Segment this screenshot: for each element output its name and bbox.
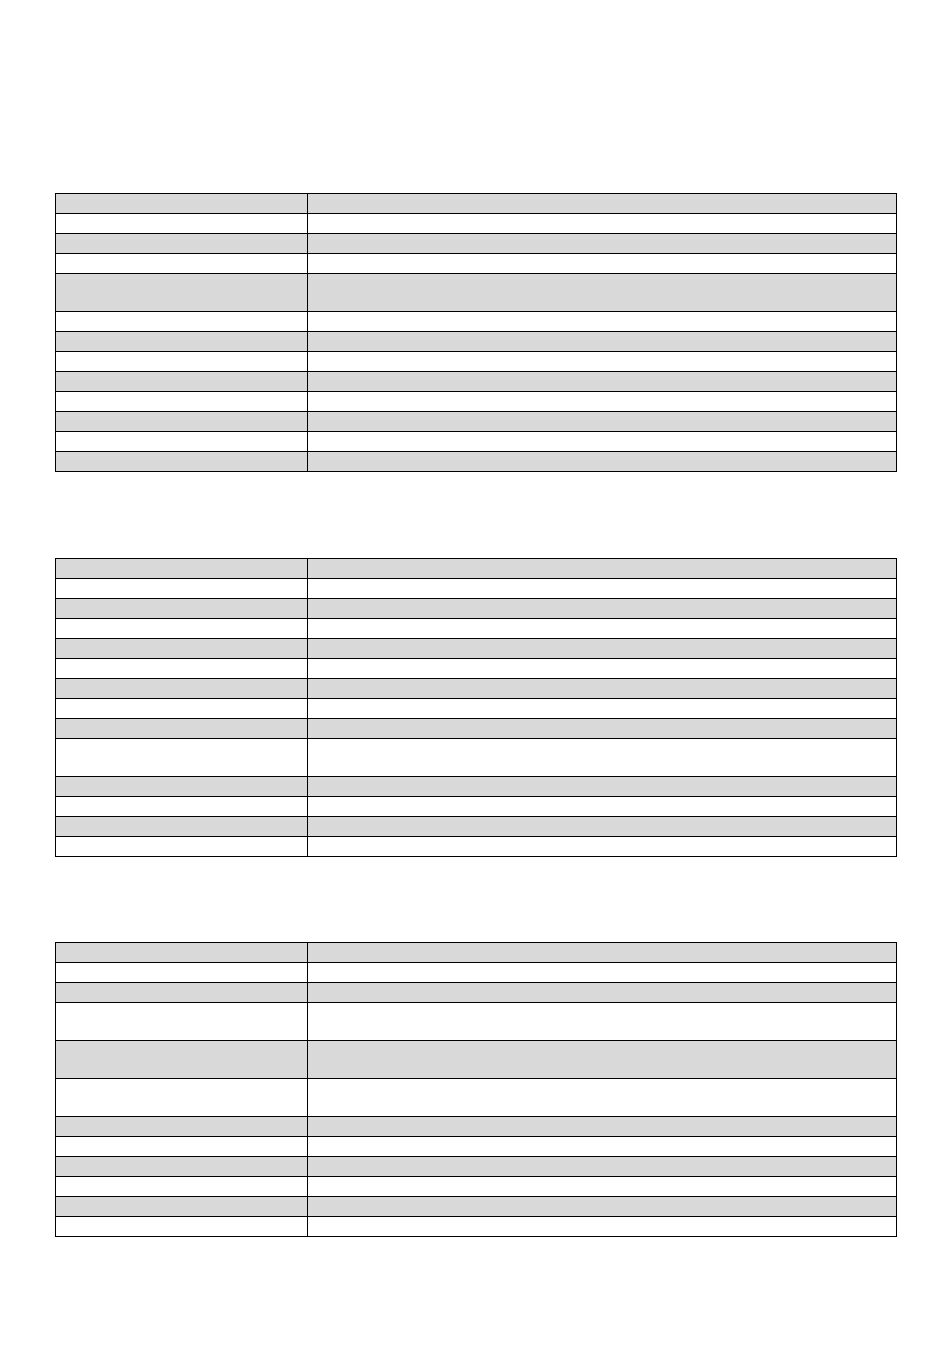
row-label-cell [56, 599, 308, 619]
row-value-cell [308, 452, 897, 472]
row-value-cell [308, 1157, 897, 1177]
table-row [56, 679, 897, 699]
table-row [56, 1197, 897, 1217]
row-label-cell [56, 559, 308, 579]
row-value-cell [308, 332, 897, 352]
table-row [56, 412, 897, 432]
row-value-cell [308, 372, 897, 392]
row-label-cell [56, 983, 308, 1003]
row-label-cell [56, 797, 308, 817]
table-row [56, 352, 897, 372]
row-label-cell [56, 412, 308, 432]
row-value-cell [308, 579, 897, 599]
row-label-cell [56, 274, 308, 312]
row-label-cell [56, 719, 308, 739]
row-value-cell [308, 1177, 897, 1197]
row-value-cell [308, 599, 897, 619]
row-label-cell [56, 1197, 308, 1217]
row-value-cell [308, 699, 897, 719]
table-3-body [56, 943, 897, 1237]
table-row [56, 739, 897, 777]
row-value-cell [308, 983, 897, 1003]
row-value-cell [308, 254, 897, 274]
row-label-cell [56, 1041, 308, 1079]
row-label-cell [56, 352, 308, 372]
row-value-cell [308, 797, 897, 817]
row-value-cell [308, 1041, 897, 1079]
row-value-cell [308, 679, 897, 699]
table-row [56, 332, 897, 352]
row-label-cell [56, 1117, 308, 1137]
table-row [56, 452, 897, 472]
table-row [56, 777, 897, 797]
row-value-cell [308, 194, 897, 214]
table-row [56, 1137, 897, 1157]
row-value-cell [308, 274, 897, 312]
row-value-cell [308, 739, 897, 777]
table-row [56, 1041, 897, 1079]
row-label-cell [56, 619, 308, 639]
table-row [56, 1117, 897, 1137]
table-row [56, 214, 897, 234]
table-row [56, 837, 897, 857]
table-row [56, 1177, 897, 1197]
table-row [56, 1003, 897, 1041]
row-value-cell [308, 837, 897, 857]
row-label-cell [56, 579, 308, 599]
row-label-cell [56, 214, 308, 234]
row-label-cell [56, 332, 308, 352]
row-value-cell [308, 777, 897, 797]
row-label-cell [56, 1217, 308, 1237]
row-label-cell [56, 1157, 308, 1177]
row-value-cell [308, 619, 897, 639]
row-value-cell [308, 392, 897, 412]
row-value-cell [308, 659, 897, 679]
table-row [56, 619, 897, 639]
row-label-cell [56, 659, 308, 679]
table-row [56, 432, 897, 452]
row-label-cell [56, 679, 308, 699]
row-value-cell [308, 214, 897, 234]
table-row [56, 372, 897, 392]
table-row [56, 194, 897, 214]
row-label-cell [56, 699, 308, 719]
row-value-cell [308, 1137, 897, 1157]
table-row [56, 579, 897, 599]
table-row [56, 1079, 897, 1117]
row-label-cell [56, 234, 308, 254]
table-2 [55, 558, 897, 857]
row-value-cell [308, 352, 897, 372]
row-label-cell [56, 392, 308, 412]
table-row [56, 1157, 897, 1177]
table-row [56, 639, 897, 659]
table-row [56, 963, 897, 983]
row-value-cell [308, 1197, 897, 1217]
row-value-cell [308, 234, 897, 254]
row-label-cell [56, 639, 308, 659]
table-row [56, 312, 897, 332]
row-value-cell [308, 559, 897, 579]
table-row [56, 1217, 897, 1237]
table-row [56, 254, 897, 274]
row-value-cell [308, 639, 897, 659]
row-label-cell [56, 739, 308, 777]
row-label-cell [56, 452, 308, 472]
table-row [56, 699, 897, 719]
row-label-cell [56, 194, 308, 214]
row-value-cell [308, 432, 897, 452]
table-row [56, 659, 897, 679]
row-value-cell [308, 963, 897, 983]
row-value-cell [308, 817, 897, 837]
row-value-cell [308, 1117, 897, 1137]
row-value-cell [308, 1217, 897, 1237]
table-row [56, 559, 897, 579]
row-label-cell [56, 372, 308, 392]
row-label-cell [56, 1003, 308, 1041]
table-row [56, 392, 897, 412]
row-label-cell [56, 817, 308, 837]
row-label-cell [56, 254, 308, 274]
table-row [56, 234, 897, 254]
table-1 [55, 193, 897, 472]
row-label-cell [56, 1137, 308, 1157]
table-row [56, 719, 897, 739]
row-label-cell [56, 432, 308, 452]
table-row [56, 943, 897, 963]
table-row [56, 983, 897, 1003]
table-2-body [56, 559, 897, 857]
row-value-cell [308, 1079, 897, 1117]
table-row [56, 797, 897, 817]
row-value-cell [308, 1003, 897, 1041]
row-label-cell [56, 1079, 308, 1117]
row-label-cell [56, 963, 308, 983]
row-label-cell [56, 312, 308, 332]
row-value-cell [308, 312, 897, 332]
table-3 [55, 942, 897, 1237]
row-value-cell [308, 719, 897, 739]
row-label-cell [56, 777, 308, 797]
row-value-cell [308, 943, 897, 963]
row-value-cell [308, 412, 897, 432]
row-label-cell [56, 1177, 308, 1197]
table-row [56, 274, 897, 312]
row-label-cell [56, 943, 308, 963]
row-label-cell [56, 837, 308, 857]
table-row [56, 599, 897, 619]
table-1-body [56, 194, 897, 472]
table-row [56, 817, 897, 837]
